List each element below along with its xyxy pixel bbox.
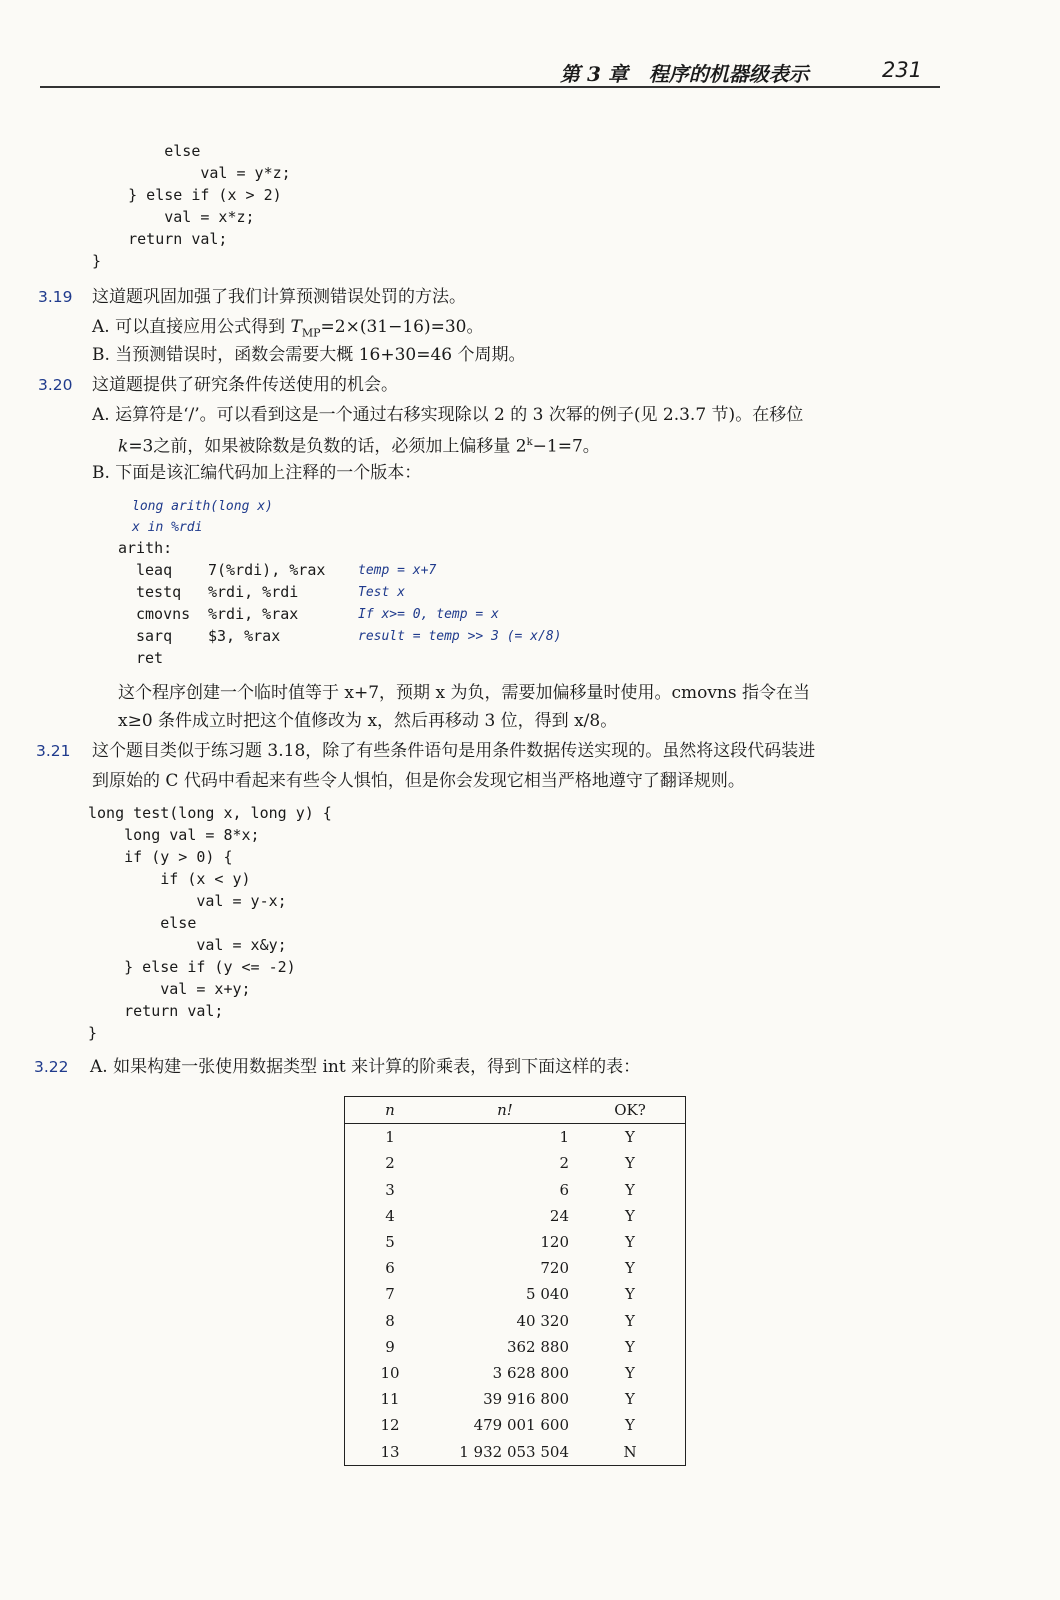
cell-factorial: 479 001 600 [473,1416,569,1435]
table-row [345,1360,686,1386]
code-continuation: else val = y*z; } else if (x > 2) val = x*z; return val; } [92,142,291,270]
p320-answer-a-line2 [118,428,600,462]
cell-n: 6 [385,1259,395,1278]
cell-n: 4 [385,1206,395,1225]
asm-signature: long arith(long x) [132,499,273,514]
problem-number-3-22: 3.22 [34,1058,69,1076]
cell-ok: Y [625,1390,635,1409]
cell-ok: Y [625,1128,635,1147]
cell-ok: Y [625,1311,635,1330]
cell-ok: N [623,1442,637,1461]
p319-a-prefix: A. 可以直接应用公式得到 [92,317,291,337]
cell-n: 1 [385,1128,395,1147]
asm-args: %rdi, %rdi [208,583,299,601]
table-row [345,1386,686,1412]
asm-comment: result = temp >> 3 (= x/8) [358,628,562,644]
p320-a-mid: =3之前，如果被除数是负数的话，必须加上偏移量 2 [128,436,527,457]
cell-factorial: 5 040 [526,1285,569,1304]
p320-intro: 这道题提供了研究条件传送使用的机会。 [92,375,398,395]
table-row [345,1412,686,1438]
col-header-ok: OK? [575,1097,686,1124]
table-row [345,1308,686,1334]
cell-n: 13 [380,1442,400,1461]
table-row [345,1150,686,1176]
asm-arg-note: x in %rdi [132,520,203,535]
asm-comment: Test x [358,584,405,600]
problem-number-3-19: 3.19 [38,288,73,306]
p321-line1: 这个题目类似于练习题 3.18，除了有些条件语句是用条件数据传送实现的。虽然将这段代码装进 [92,741,816,761]
page-number: 231 [882,58,923,82]
cell-factorial: 120 [540,1233,569,1252]
cell-factorial: 24 [549,1206,569,1225]
cell-factorial: 1 [559,1128,569,1147]
cell-factorial: 39 916 800 [483,1390,569,1409]
cell-ok: Y [625,1363,635,1382]
p321-line2: 到原始的 C 代码中看起来有些令人惧怕，但是你会发现它相当严格地遵守了翻译规则。 [92,771,745,791]
cell-factorial: 40 320 [516,1311,569,1330]
asm-op: sarq [136,627,173,645]
cell-n: 9 [385,1337,395,1356]
asm-args [208,647,358,669]
asm-row [136,559,578,581]
cell-n: 7 [385,1285,395,1304]
asm-row [136,647,578,669]
problem-number-3-20: 3.20 [38,376,73,394]
table-row [345,1177,686,1203]
p319-a-rest: =2×(31−16)=30。 [320,317,484,337]
p320-k: k [118,436,129,457]
asm-comment: If x>= 0, temp = x [358,606,499,622]
p320-explain-line1: 这个程序创建一个临时值等于 x+7，预期 x 为负，需要加偏移量时使用。cmovns 指令在当 [118,683,811,703]
table-row [345,1334,686,1360]
table-row [345,1203,686,1229]
asm-args: 7(%rdi), %rax [208,561,326,579]
cell-n: 2 [385,1154,395,1173]
cell-n: 12 [380,1416,400,1435]
p319-answer-b: B. 当预测错误时，函数会需要大概 16+30=46 个周期。 [92,345,526,365]
cell-factorial: 3 628 800 [492,1363,569,1382]
cell-ok: Y [625,1337,635,1356]
cell-factorial: 6 [559,1180,569,1199]
asm-op: ret [136,649,164,667]
cell-n: 3 [385,1180,395,1199]
cell-n: 8 [385,1311,395,1330]
p320-explain-line2: x≥0 条件成立时把这个值修改为 x，然后再移动 3 位，得到 x/8。 [118,711,618,731]
cell-n: 10 [380,1363,400,1382]
p320-answer-a-line1: A. 运算符是‘/’。可以看到这是一个通过右移实现除以 2 的 3 次幂的例子(见 2.3.7 节)。在移位 [92,405,804,425]
cell-ok: Y [625,1285,635,1304]
p319-a-T: T [290,317,302,337]
cell-factorial: 1 932 053 504 [459,1442,569,1461]
factorial-table-header [345,1097,686,1124]
p320-a-end: −1=7。 [532,436,600,457]
asm-row [136,581,578,603]
asm-label: arith: [118,539,173,557]
p320-answer-b: B. 下面是该汇编代码加上注释的一个版本： [92,463,422,483]
cell-ok: Y [625,1154,635,1173]
cell-n: 11 [380,1390,400,1409]
cell-factorial: 2 [559,1154,569,1173]
asm-op: cmovns [136,605,191,623]
table-row [345,1124,686,1151]
factorial-table [344,1096,686,1466]
asm-op: testq [136,583,182,601]
asm-args: $3, %rax [208,627,281,645]
asm-comment: temp = x+7 [358,562,437,578]
cell-ok: Y [625,1233,635,1252]
col-header-n: n [345,1097,436,1124]
asm-comment [358,647,578,669]
asm-row [136,625,578,647]
asm-args: %rdi, %rax [208,605,299,623]
cell-factorial: 720 [540,1259,569,1278]
asm-row [136,603,578,625]
chapter-title: 第 3 章 程序的机器级表示 [560,62,809,86]
table-row [345,1281,686,1307]
col-header-nfact: n! [435,1097,575,1124]
cell-factorial: 362 880 [506,1337,569,1356]
p319-a-sub: MP [301,326,321,340]
table-row [345,1438,686,1465]
table-row [345,1255,686,1281]
cell-ok: Y [625,1416,635,1435]
cell-ok: Y [625,1206,635,1225]
p320-a-sup: k [526,437,533,448]
asm-listing [136,559,578,669]
p322-text: A. 如果构建一张使用数据类型 int 来计算的阶乘表，得到下面这样的表： [90,1057,641,1077]
problem-number-3-21: 3.21 [36,742,71,760]
p321-code: long test(long x, long y) { long val = 8*x; if (y > 0) { if (x < y) val = y-x; else val = x&y; } else if (y <= -2) val = x+y; return val; } [88,804,332,1042]
header-rule [40,86,940,88]
table-row [345,1229,686,1255]
cell-ok: Y [625,1180,635,1199]
cell-n: 5 [385,1233,395,1252]
cell-ok: Y [625,1259,635,1278]
p319-intro: 这道题巩固加强了我们计算预测错误处罚的方法。 [92,287,466,307]
asm-op: leaq [136,561,173,579]
